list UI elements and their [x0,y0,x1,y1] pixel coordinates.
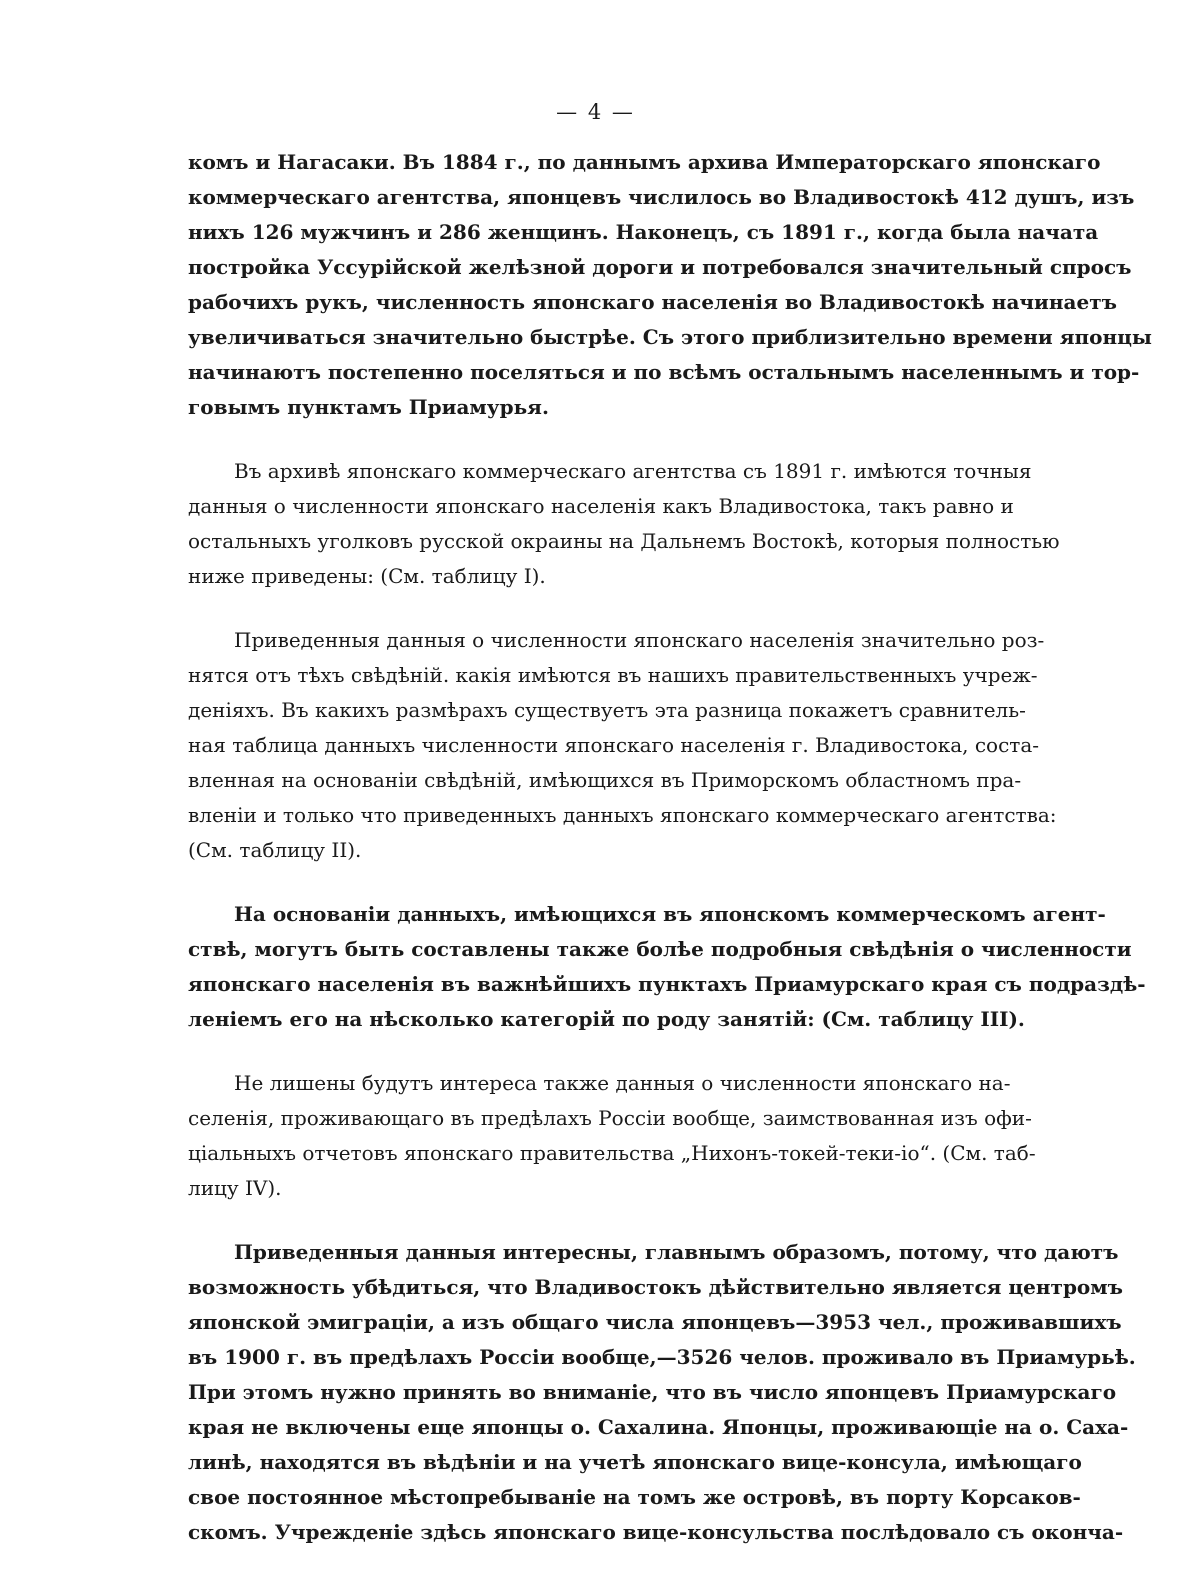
text-line: лицу IV). [188,1176,282,1200]
text-line: японской эмиграціи, а изъ общаго числа японцевъ—3953 чел., проживавшихъ [188,1310,1122,1334]
text-line: говымъ пунктамъ Приамурья. [188,395,549,419]
text-line: остальныхъ уголковъ русской окраины на Дальнемъ Востокѣ, которыя полностью [188,529,1060,553]
paragraph-4 [188,897,1146,1037]
page-number: — 4 — [556,100,635,124]
text-line: нихъ 126 мужчинъ и 286 женщинъ. Наконецъ, съ 1891 г., когда была начата [188,220,1099,244]
text-line: ціальныхъ отчетовъ японскаго правительства „Нихонъ-токей-теки-іо“. (См. таб- [188,1141,1036,1165]
text-line: На основаніи данныхъ, имѣющихся въ японскомъ коммерческомъ агент- [234,902,1106,926]
text-line: линѣ, находятся въ вѣдѣніи и на учетѣ японскаго вице-консула, имѣющаго [188,1450,1082,1474]
text-line: ная таблица данныхъ численности японскаго населенія г. Владивостока, состa- [188,733,1040,757]
text-line: При этомъ нужно принять во вниманіе, что въ число японцевъ Приамурскаго [188,1380,1117,1404]
text-line: леніемъ его на нѣсколько категорій по роду занятій: (См. таблицу III). [188,1007,1025,1031]
text-line: Не лишены будутъ интереса также данныя о численности японскаго на- [234,1071,1011,1095]
text-line: Въ архивѣ японскаго коммерческаго агентства съ 1891 г. имѣются точныя [234,459,1032,483]
text-line: коммерческаго агентства, японцевъ числилось во Владивостокѣ 412 душъ, изъ [188,185,1135,209]
text-line: японскаго населенія въ важнѣйшихъ пунктахъ Приамурскаго края съ подраздѣ- [188,972,1146,996]
text-line: рабочихъ рукъ, численность японскаго населенія во Владивостокѣ начинаетъ [188,290,1117,314]
paragraph-1 [188,145,1152,425]
text-line: начинаютъ постепенно поселяться и по всѣмъ остальнымъ населеннымъ и тор- [188,360,1140,384]
paragraph-3 [188,623,1057,868]
text-line: деніяхъ. Въ какихъ размѣрахъ существуетъ эта разница покажетъ сравнитель- [188,698,1026,722]
text-line: свое постоянное мѣстопребываніе на томъ же островѣ, въ порту Корсаков- [188,1485,1081,1509]
paragraph-6 [188,1235,1136,1550]
paragraph-5 [188,1066,1036,1206]
text-line: ниже приведены: (См. таблицу I). [188,564,546,588]
text-line: вленная на основаніи свѣдѣній, имѣющихся въ Приморскомъ областномъ пра- [188,768,1022,792]
text-line: края не включены еще японцы о. Сахалина. Японцы, проживающіе на о. Саха- [188,1415,1129,1439]
text-line: селенія, проживающаго въ предѣлахъ Россіи вообще, заимствованная изъ офи- [188,1106,1032,1130]
text-line: вленіи и только что приведенныхъ данныхъ японскаго коммерческаго агентства: [188,803,1057,827]
text-line: скомъ. Учрежденіе здѣсь японскаго вице-консульства послѣдовало съ оконча- [188,1520,1124,1544]
text-line: данныя о численности японскаго населенія какъ Владивостока, такъ равно и [188,494,1014,518]
text-line: ствѣ, могутъ быть составлены также болѣе подробныя свѣдѣнія о численности [188,937,1132,961]
text-line: (См. таблицу II). [188,838,362,862]
text-line: комъ и Нагасаки. Въ 1884 г., по даннымъ архива Императорскаго японскаго [188,150,1101,174]
text-line: нятся отъ тѣхъ свѣдѣній. какія имѣются въ нашихъ правительственныхъ учреж- [188,663,1038,687]
text-line: возможность убѣдиться, что Владивостокъ дѣйствительно является центромъ [188,1275,1123,1299]
text-line: Приведенныя данныя о численности японскаго населенія значительно роз- [234,628,1045,652]
text-line: въ 1900 г. въ предѣлахъ Россіи вообще,—3526 челов. проживало въ Приамурьѣ. [188,1345,1136,1369]
text-line: постройка Уссурійской желѣзной дороги и потребовался значительный спросъ [188,255,1132,279]
body-text [188,145,1152,1579]
paragraph-2 [188,454,1060,594]
text-line: увеличиваться значительно быстрѣе. Съ этого приблизительно времени японцы [188,325,1152,349]
text-line: Приведенныя данныя интересны, главнымъ образомъ, потому, что даютъ [234,1240,1119,1264]
